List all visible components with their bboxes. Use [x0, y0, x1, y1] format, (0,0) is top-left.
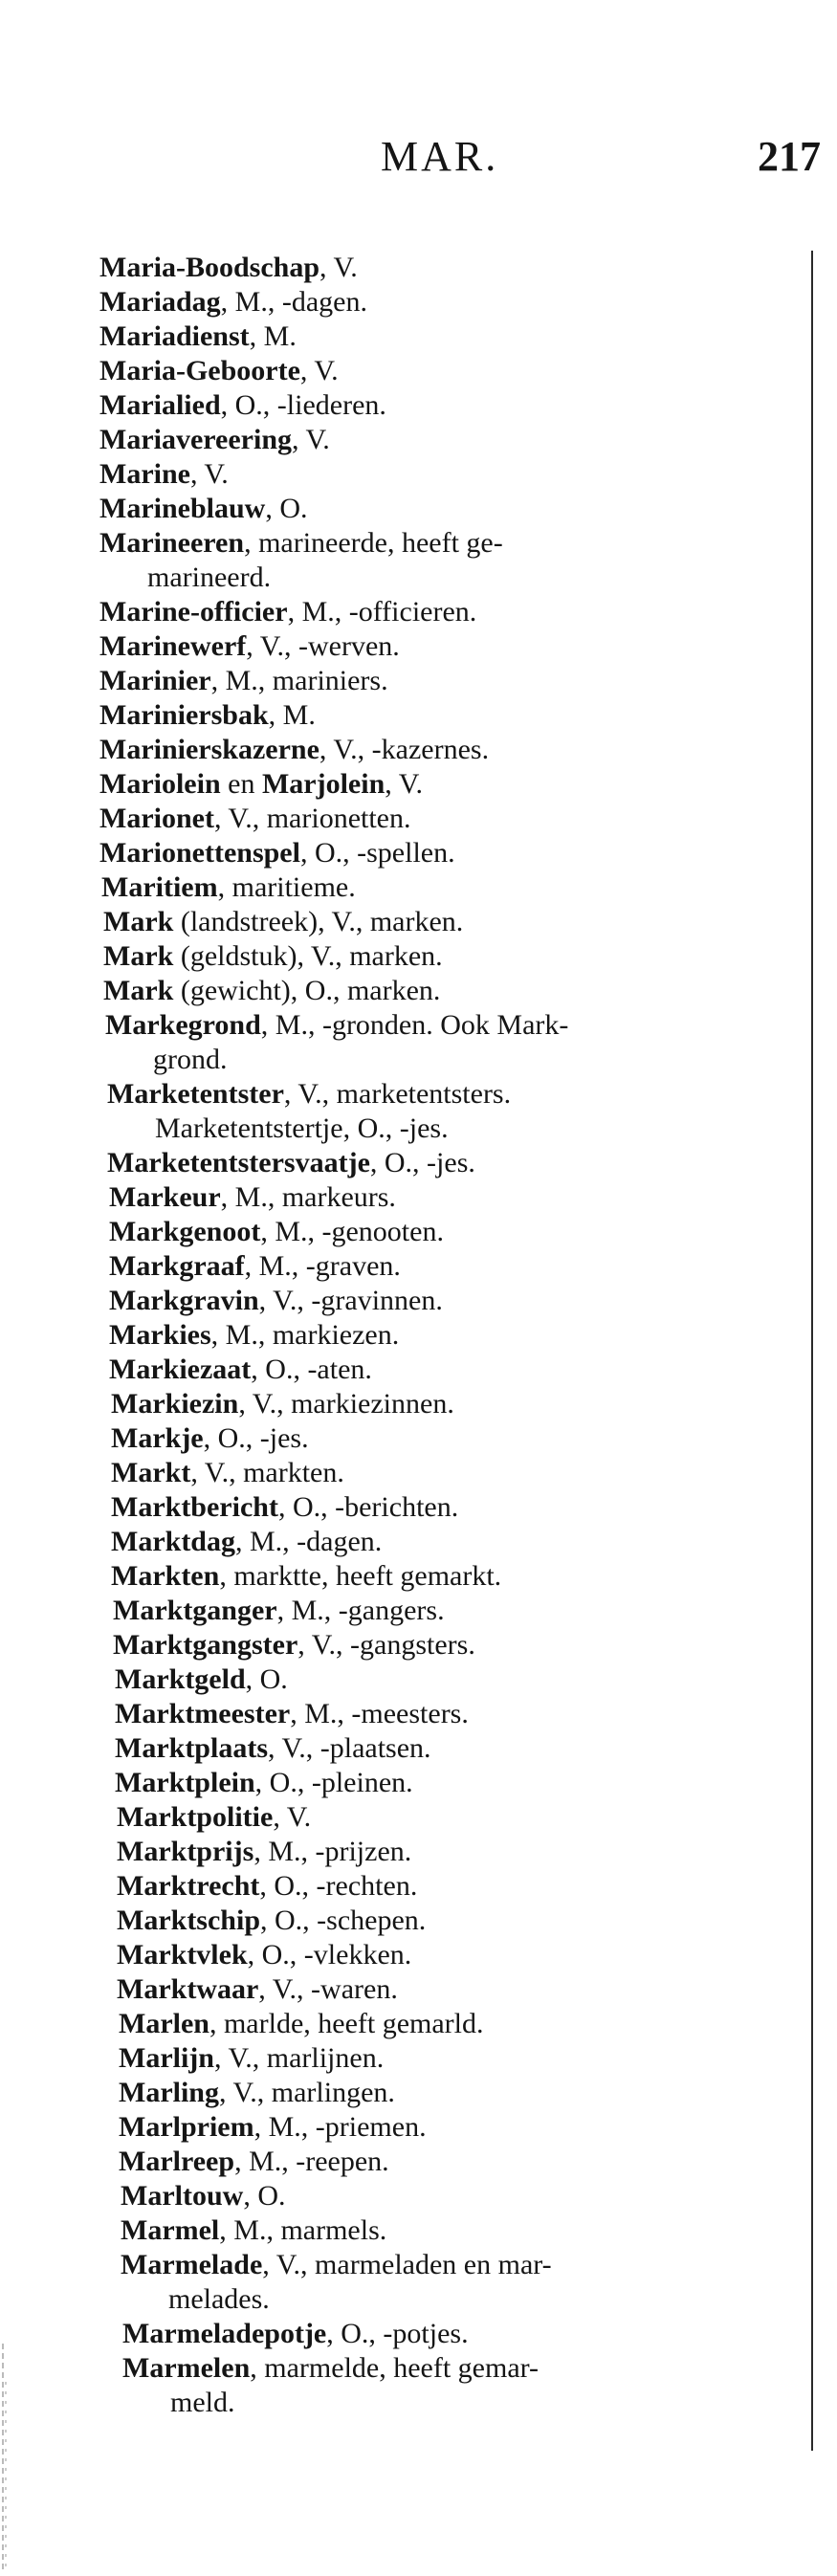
entry-definition: , O., -berichten. [277, 1491, 459, 1523]
entry-continuation: Marketentstertje, O., -jes. [155, 1112, 449, 1144]
entry-headword: Marktganger [113, 1595, 277, 1626]
dictionary-entry [117, 1972, 807, 2007]
entry-definition: , V., -kazernes. [319, 734, 490, 765]
entry-definition: , M. [268, 699, 316, 731]
dictionary-entry [109, 1249, 807, 1284]
entry-definition: , marlde, heeft gemarld. [209, 2008, 484, 2039]
entry-definition: , V., -plaatsen. [268, 1732, 431, 1764]
dictionary-entry [99, 698, 807, 733]
entry-headword: Marmelen [122, 2352, 251, 2384]
entry-headword: Marktplein [115, 1767, 255, 1798]
dictionary-entry [99, 767, 807, 802]
page-number: 217 [758, 133, 821, 180]
entry-headword: Markt [111, 1457, 191, 1488]
entry-definition: , M., -prijzen. [253, 1836, 412, 1867]
entry-definition: , marktte, heeft gemarkt. [219, 1560, 502, 1592]
entry-definition: , V., markiezinnen. [238, 1388, 454, 1420]
dictionary-entry [115, 1662, 807, 1697]
entry-definition: , V., marionetten. [213, 803, 411, 834]
entry-definition: en [220, 768, 262, 800]
entry-definition: , M., -meesters. [290, 1698, 469, 1729]
entry-definition: , M., markeurs. [220, 1181, 396, 1213]
entry-definition: , M., -graven. [244, 1250, 401, 1282]
entry-definition: , M., mariniers. [210, 665, 388, 696]
entry-headword: Marialied [99, 389, 221, 421]
column-rule [811, 251, 813, 2451]
dictionary-entry [105, 1008, 807, 1077]
entry-definition: , O., -vlekken. [247, 1939, 412, 1971]
entry-headword: Markiezaat [109, 1354, 252, 1385]
dictionary-entry [121, 2248, 807, 2317]
dictionary-entry [99, 836, 807, 870]
entry-definition: , O., -liederen. [220, 389, 386, 421]
entry-definition: , V., marmeladen en mar- [262, 2249, 552, 2280]
entry-definition: , O. [245, 1663, 288, 1695]
entry-headword: Marinier [99, 665, 211, 696]
entry-definition: , M., -priemen. [253, 2111, 427, 2143]
dictionary-entry [117, 1938, 807, 1972]
dictionary-entry [103, 905, 807, 939]
entry-headword: Marltouw [121, 2180, 244, 2212]
entry-definition: (geldstuk), V., marken. [173, 940, 443, 972]
entry-headword: Mariavereering [99, 424, 293, 455]
dictionary-entry [122, 2351, 807, 2420]
entry-definition: , V. [189, 458, 229, 490]
entry-headword: Marionet [99, 803, 214, 834]
entry-headword: Markiezin [111, 1388, 239, 1420]
entry-definition: , M., -officieren. [287, 596, 477, 627]
dictionary-entry [119, 2007, 807, 2041]
entry-definition: , M., -dagen. [235, 1526, 383, 1557]
entry-definition: , M., -reepen. [234, 2146, 389, 2177]
entry-definition: , V., marlingen. [219, 2077, 395, 2108]
dictionary-entry [99, 526, 807, 595]
dictionary-entry [115, 1731, 807, 1766]
entry-headword: Marineeren [99, 527, 245, 559]
entry-definition: (landstreek), V., marken. [173, 906, 464, 937]
entry-definition: , V., marlijnen. [213, 2042, 385, 2074]
dictionary-entry [99, 733, 807, 767]
dictionary-entry [109, 1284, 807, 1318]
entry-definition: , O., -schepen. [260, 1904, 427, 1936]
entry-definition: , O., -aten. [251, 1354, 372, 1385]
entry-definition: , V. [299, 355, 339, 386]
entry-definition: , V. [385, 768, 424, 800]
dictionary-entry [103, 939, 807, 974]
entry-headword: Mariolein [99, 768, 221, 800]
entry-definition: , V., marketentsters. [283, 1078, 512, 1110]
entry-definition: , V., -gravinnen. [258, 1285, 443, 1316]
dictionary-entry [99, 423, 807, 457]
dictionary-entry [99, 388, 807, 423]
entry-headword: Maria-Geboorte [99, 355, 300, 386]
dictionary-entry [103, 974, 807, 1008]
dictionary-entry [99, 629, 807, 664]
running-head: MAR. [381, 133, 499, 180]
entry-definition: , V. [273, 1801, 312, 1833]
dictionary-entry [99, 354, 807, 388]
dictionary-entry [109, 1215, 807, 1249]
entry-headword: Maritiem [101, 871, 218, 903]
entry-headword: Marktgeld [115, 1663, 246, 1695]
entry-headword: Marinierskazerne [99, 734, 319, 765]
dictionary-entry [109, 1318, 807, 1353]
dictionary-entry [117, 1904, 807, 1938]
entry-definition: , V. [319, 252, 358, 283]
entry-headword: Marineblauw [99, 493, 266, 524]
entry-definition: , O., -pleinen. [254, 1767, 413, 1798]
dictionary-entry [99, 492, 807, 526]
dictionary-entry [113, 1628, 807, 1662]
dictionary-entry [109, 1353, 807, 1387]
dictionary-entry [115, 1697, 807, 1731]
dictionary-entry [111, 1525, 807, 1559]
entry-headword: Marlpriem [119, 2111, 254, 2143]
entry-headword: Marketentster [107, 1078, 284, 1110]
dictionary-entry [119, 2110, 807, 2145]
entry-definition: , M., markiezen. [210, 1319, 400, 1351]
entry-headword: Markgenoot [109, 1216, 261, 1247]
dictionary-entry [113, 1594, 807, 1628]
dictionary-entry [99, 595, 807, 629]
dictionary-entry [121, 2179, 807, 2213]
entry-headword: Markies [109, 1319, 211, 1351]
entry-headword: Marktprijs [117, 1836, 254, 1867]
dictionary-entry [119, 2076, 807, 2110]
entry-headword: Marinewerf [99, 630, 247, 662]
entry-headword: Markeur [109, 1181, 221, 1213]
entry-headword: Mariadienst [99, 320, 250, 352]
entry-headword: Markje [111, 1422, 204, 1454]
entry-definition: , O., -jes. [369, 1147, 475, 1178]
entry-list [99, 251, 807, 2420]
dictionary-entry [101, 870, 807, 905]
entry-headword: Marine [99, 458, 190, 490]
entry-definition: , M., -dagen. [220, 286, 367, 318]
entry-definition: , V., -gangsters. [297, 1629, 475, 1661]
entry-headword: Mark [103, 940, 174, 972]
entry-headword: Marmeladepotje [122, 2318, 327, 2349]
entry-headword: Marktrecht [117, 1870, 260, 1902]
dictionary-entry [99, 802, 807, 836]
entry-definition: , M. [249, 320, 297, 352]
entry-definition: , V., -werven. [246, 630, 400, 662]
entry-headword: Mariadag [99, 286, 221, 318]
entry-headword: Marlreep [119, 2146, 235, 2177]
dictionary-entry [99, 664, 807, 698]
dictionary-entry [111, 1456, 807, 1490]
dictionary-entry [99, 285, 807, 319]
dictionary-entry [119, 2041, 807, 2076]
entry-continuation: grond. [153, 1044, 228, 1075]
entry-headword: Maria-Boodschap [99, 252, 320, 283]
dictionary-entry [111, 1490, 807, 1525]
entry-headword: Marketentstersvaatje [107, 1147, 370, 1178]
entry-headword: Marine-officier [99, 596, 288, 627]
entry-headword: Marktwaar [117, 1973, 259, 2005]
entry-headword: Marling [119, 2077, 219, 2108]
entry-headword: Markgravin [109, 1285, 259, 1316]
dictionary-entry [99, 319, 807, 354]
entry-definition: , O., -spellen. [299, 837, 455, 869]
entry-continuation: meld. [170, 2387, 235, 2418]
entry-definition: , M., -genooten. [260, 1216, 444, 1247]
entry-definition: , maritieme. [217, 871, 356, 903]
dictionary-entry [115, 1766, 807, 1800]
dictionary-entry [111, 1387, 807, 1421]
dictionary-entry [99, 457, 807, 492]
entry-definition: , O. [243, 2180, 286, 2212]
entry-continuation: melades. [168, 2283, 270, 2315]
entry-definition: , O., -rechten. [259, 1870, 418, 1902]
entry-headword: Markten [111, 1560, 220, 1592]
entry-headword: Marmel [121, 2214, 220, 2246]
entry-headword: Mariniersbak [99, 699, 269, 731]
entry-definition: , M., -gangers. [276, 1595, 445, 1626]
entry-definition: , marineerde, heeft ge- [244, 527, 503, 559]
entry-headword: Marmelade [121, 2249, 263, 2280]
dictionary-entry [117, 1800, 807, 1835]
entry-headword: Marktvlek [117, 1939, 248, 1971]
dictionary-entry [107, 1077, 807, 1146]
page-edge-marks [0, 2344, 10, 2573]
dictionary-entry [117, 1835, 807, 1869]
entry-headword: Markegrond [105, 1009, 261, 1041]
entry-definition: , V., -waren. [258, 1973, 398, 2005]
entry-continuation: marineerd. [147, 561, 272, 593]
entry-headword: Marlijn [119, 2042, 214, 2074]
entry-headword: Mark [103, 975, 174, 1006]
dictionary-entry [121, 2213, 807, 2248]
entry-headword: Marktdag [111, 1526, 235, 1557]
entry-definition: (gewicht), O., marken. [173, 975, 441, 1006]
entry-definition: , O., -jes. [203, 1422, 309, 1454]
dictionary-entry [111, 1421, 807, 1456]
entry-definition: , M., -gronden. Ook Mark- [260, 1009, 569, 1041]
entry-headword: Marktmeester [115, 1698, 291, 1729]
entry-definition: , M., marmels. [219, 2214, 387, 2246]
entry-headword: Marktpolitie [117, 1801, 274, 1833]
entry-headword: Markgraaf [109, 1250, 245, 1282]
dictionary-entry [107, 1146, 807, 1180]
dictionary-entry [109, 1180, 807, 1215]
dictionary-entry [122, 2317, 807, 2351]
entry-definition: , marmelde, heeft gemar- [250, 2352, 540, 2384]
entry-headword: Marktplaats [115, 1732, 268, 1764]
dictionary-entry [99, 251, 807, 285]
entry-definition: , V. [292, 424, 330, 455]
dictionary-entry [119, 2145, 807, 2179]
entry-definition: , O. [265, 493, 308, 524]
entry-headword: Marktschip [117, 1904, 260, 1936]
entry-definition: , O., -potjes. [326, 2318, 469, 2349]
entry-headword: Marionettenspel [99, 837, 300, 869]
entry-definition: , V., markten. [190, 1457, 344, 1488]
entry-headword: Mark [103, 906, 174, 937]
entry-headword: Marlen [119, 2008, 209, 2039]
dictionary-entry [117, 1869, 807, 1904]
dictionary-entry [111, 1559, 807, 1594]
entry-headword: Marktgangster [113, 1629, 298, 1661]
entry-headword: Marktbericht [111, 1491, 278, 1523]
entry-headword-variant: Marjolein [261, 768, 385, 800]
